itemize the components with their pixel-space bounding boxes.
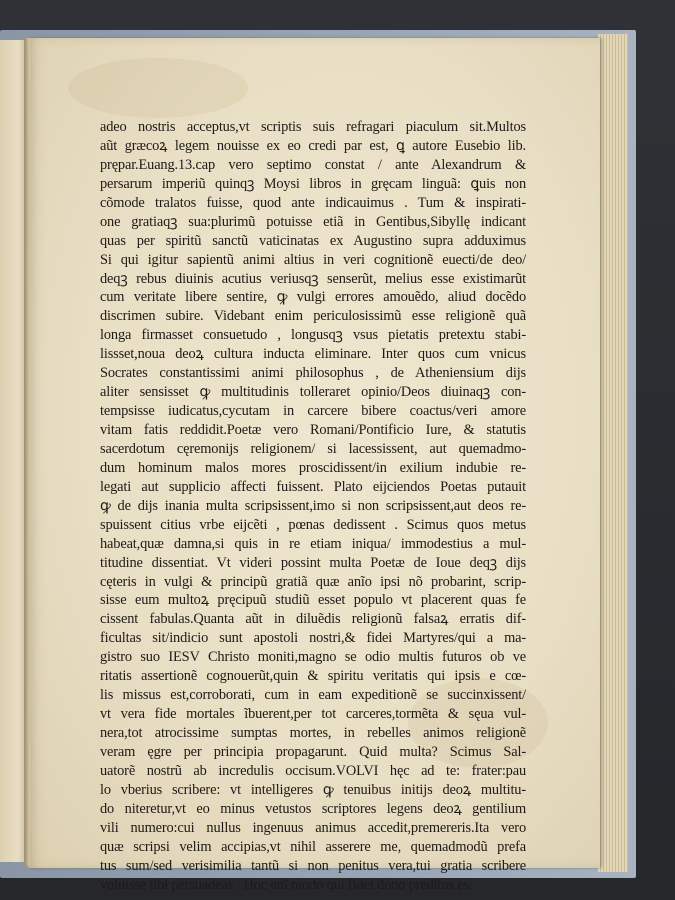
text-line: sacerdotum cęremonijs religionem/ si lacessissent, aut quemadmo- (100, 440, 526, 457)
text-line: vili numero:cui nullus ingenuus animus accedit,premereris.Ita vero (100, 819, 526, 836)
text-line: ritatis assertionẽ cognouerũt,quin & spiritu veritatis qui ipsis e cœ- (100, 668, 526, 685)
text-line: dum hominum malos mores proscidissent/in exilium indubie re- (100, 459, 526, 476)
text-line: ficultas sit/indicio sunt apostoli nostri,& fidei Martyres/qui a ma- (100, 630, 526, 647)
text-line: cęteris in vulgi & principũ gratiã quæ anĩo ipsi nõ probarint, scrip- (100, 573, 526, 590)
text-line: cissent fabulas.Quanta aũt in diluẽdis religionũ falsaꝝ erratis dif- (100, 611, 526, 628)
text-line: nera,tot atrocissime sumptas mortes, in rebelles animos religionẽ (100, 725, 526, 741)
page-edges (598, 34, 628, 872)
text-line: vt vera fide mortales ĩbuerent,per tot carceres,tormẽta & sęua vul- (100, 706, 526, 723)
book-page (28, 38, 600, 893)
text-line: tempsisse iudicatus,cycutam in carcere bibere coactus/veri amore (100, 403, 526, 420)
text-line: prępar.Euang.13.cap vero septimo constat / ante Alexandrum & (100, 156, 526, 173)
text-line: aũt græcoꝝ legem nouisse ex eo credi par est, ꝗ autore Eusebio lib. (100, 137, 526, 154)
text-line: longa firmasset consuetudo , longusqꝫ vsus pietatis pretextu stabi- (100, 327, 526, 344)
text-line: deqꝫ rebus diuinis acutius veriusqꝫ senserũt, melius esse existimarũt (100, 270, 526, 287)
text-line: quas per spiritũ sanctũ vaticinatas ex Augustino supra adduximus (100, 232, 526, 249)
text-line: aliter sensisset ꝙ multitudinis tolleraret opinio/Deos diuinaqꝫ con- (100, 384, 526, 401)
text-line: vitam fatis reddidit.Poetæ vero Romani/Pontificio Iure, & statutis (100, 422, 526, 438)
text-line: spuissent citius vrbe eijcẽti , pœnas dedissent . Scimus quos metus (100, 516, 526, 533)
text-line: uatorẽ nostrũ ab incredulis occisum.VOLVI hęc ad te: frater:pau (100, 762, 526, 779)
text-line: lissset,noua deoꝝ cultura inducta eliminare. Inter quos cum vnicus (100, 346, 526, 363)
text-line: discrimen subire. Videbant enim periculosissimũ esse religionẽ quã (100, 308, 526, 325)
text-line: titudine dissentiat. Vt videri possint multa Poetæ de Ioue deqꝫ dijs (100, 554, 526, 571)
text-line: voluisse tibi persuadeas . Hoc enĩ modo qui fidei dono preditus es/ (100, 876, 473, 893)
text-line: Socrates constantissimi animi philosophus , de Atheniensium dijs (100, 365, 526, 382)
text-line: adeo nostris acceptus,vt scriptis suis refragari piaculum sit.Multos (100, 119, 526, 135)
text-line: persarum imperiũ quinqꝫ Moysi libros in gręcam linguã: ꝗuis non (100, 175, 526, 192)
facing-page-edge (0, 40, 26, 862)
text-line: cõmode tralatos fuisse, quod ante indicauimus . Tum & inspirati- (100, 194, 526, 211)
text-line: legati aut supplicio affecti fuissent. Plato eijciendos Poetas putauit (100, 478, 526, 495)
text-line: do niteretur,vt eo minus vetustos scriptores legens deoꝝ gentilium (100, 800, 526, 817)
text-line: sisse eum multoꝝ pręcipuũ studiũ esset populo vt placerent quas fe (100, 592, 526, 609)
text-line: cum veritate libere sentire, ꝙ vulgi errores amouẽdo, aliud docẽdo (100, 289, 526, 306)
page-body-text (100, 118, 526, 894)
text-line: lo vberius scribere: vt intelligeres ꝙ tenuibus initijs deoꝝ multitu- (100, 781, 526, 798)
text-line: Si qui igitur sapientũ animi altius in veri cognitionẽ euecti/de deo/ (100, 251, 526, 268)
text-line: tus sum/sed verisimilia tantũ si non penitus vera,tui gratia scribere (100, 857, 526, 874)
text-line: ꝙ de dijs inania multa scripsissent,imo si non scripsissent,aut deos re- (100, 497, 526, 514)
paper-stain (68, 58, 248, 118)
text-line: gistro suo IESV Christo moniti,magno se odio multis futuros ob ve (100, 649, 526, 666)
page-gutter (24, 38, 30, 866)
text-line: habeat,quæ damna,si quis in re etiam iniqua/ immodestius a mul- (100, 535, 526, 552)
text-line: veram ęgre per principia propagarunt. Quid multa? Scimus Sal- (100, 743, 526, 760)
text-line: lis missus est,corroborati, cum in eam expeditionẽ se succinxissent/ (100, 687, 526, 704)
text-line: quæ scripsi velim accipias,vt nihil asserere me, quemadmodũ prefa (100, 838, 526, 855)
text-line: one gratiaqꝫ sua:plurimũ potuisse etiã in Gentibus,Sibyllę indicant (100, 213, 526, 230)
